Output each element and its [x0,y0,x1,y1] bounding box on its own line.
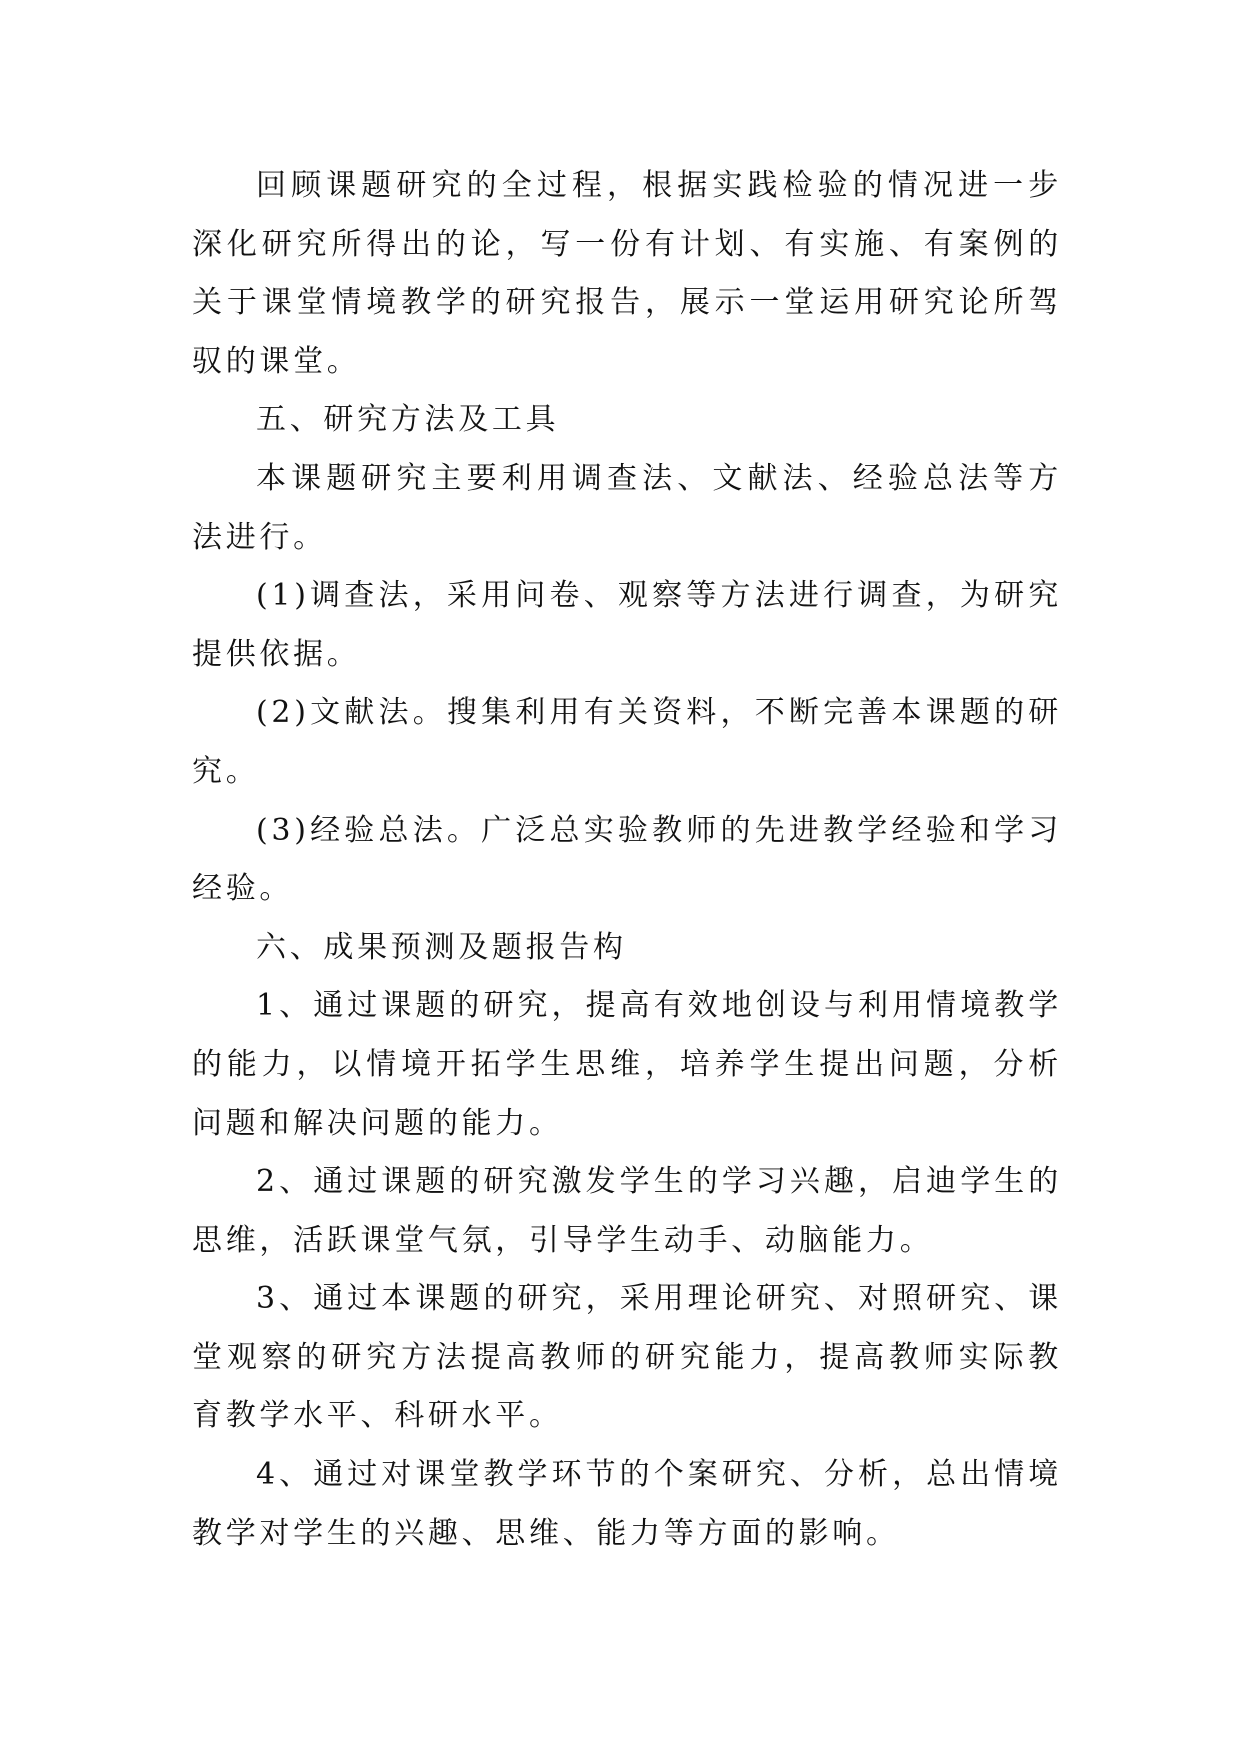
paragraph-outcome-1: 1、通过课题的研究，提高有效地创设与利用情境教学的能力，以情境开拓学生思维，培养学生提出问题，分析问题和解决问题的能力。 [192,988,1062,1141]
paragraph-methods-intro: 本课题研究主要利用调查法、文献法、经验总法等方法进行。 [192,460,1062,555]
paragraph-outcome-4: 4、通过对课堂教学环节的个案研究、分析，总出情境教学对学生的兴趣、思维、能力等方面的影响。 [192,1457,1062,1551]
paragraph-method-literature: (2)文献法。搜集利用有关资料，不断完善本课题的研究。 [192,695,1062,789]
paragraph-outcome-2: 2、通过课题的研究激发学生的学习兴趣，启迪学生的思维，活跃课堂气氛，引导学生动手、动脑能力。 [192,1164,1062,1258]
paragraph-summary: 回顾课题研究的全过程，根据实践检验的情况进一步深化研究所得出的论，写一份有计划、有实施、有案例的关于课堂情境教学的研究报告，展示一堂运用研究论所驾驭的课堂。 [192,168,1062,379]
section-heading-outcomes: 六、成果预测及题报告构 [256,929,627,965]
paragraph-method-survey: (1)调查法，采用问卷、观察等方法进行调查，为研究提供依据。 [192,578,1062,672]
paragraph-outcome-3: 3、通过本课题的研究，采用理论研究、对照研究、课堂观察的研究方法提高教师的研究能力，提高教师实际教育教学水平、科研水平。 [192,1281,1062,1434]
section-heading-methods: 五、研究方法及工具 [256,402,560,438]
paragraph-method-experience: (3)经验总法。广泛总实验教师的先进教学经验和学习经验。 [192,812,1062,907]
document-body [192,157,1062,1563]
